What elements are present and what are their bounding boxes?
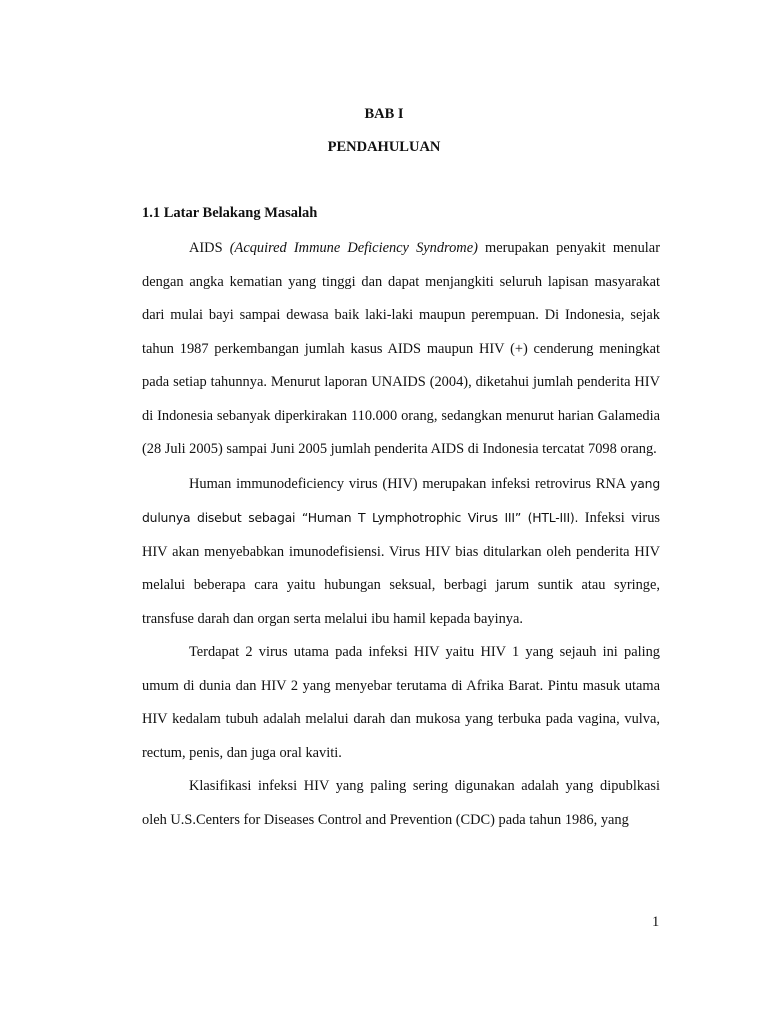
paragraph-2-text-a: Human immunodeficiency virus (HIV) merupakan infeksi retrovirus RNA	[189, 475, 631, 492]
chapter-title: PENDAHULUAN	[327, 139, 441, 155]
paragraph-2-sans-segment: yang dulunya disebut sebagai “Human T Lymphotrophic Virus III” (HTL-III).	[142, 475, 660, 525]
paragraph-1-text: merupakan penyakit menular dengan angka kematian yang tinggi dan dapat menjangkiti seluruh lapisan masyarakat dari mulai bayi sampai dewasa baik laki-laki maupun perempuan. Di Indonesia, sejak tahun 1987 perkembangan jumlah kasus AIDS maupun HIV (+) cenderung meningkat pada setiap tahunnya. Menurut laporan UNAIDS (2004), diketahui jumlah penderita HIV di Indonesia sebanyak diperkirakan 110.000 orang, sedangkan menurut harian Galamedia (28 Juli 2005) sampai Juni 2005 jumlah penderita AIDS di Indonesia tercatat 7098 orang.	[142, 240, 660, 457]
section-heading: 1.1 Latar Belakang Masalah	[142, 205, 318, 221]
paragraph-1-lead: AIDS	[189, 240, 230, 256]
page-number: 1	[652, 914, 660, 930]
paragraph-1-italic: (Acquired Immune Deficiency Syndrome)	[229, 240, 478, 256]
paragraph-3: Terdapat 2 virus utama pada infeksi HIV yaitu HIV 1 yang sejauh ini paling umum di dunia dan HIV 2 yang menyebar terutama di Afrika Barat. Pintu masuk utama HIV kedalam tubuh adalah melalui darah dan mukosa yang terbuka pada vagina, vulva, rectum, penis, dan juga oral kaviti.	[142, 644, 660, 761]
paragraph-4: Klasifikasi infeksi HIV yang paling sering digunakan adalah yang dipublkasi oleh U.S.Centers for Diseases Control and Prevention (CDC) pada tahun 1986, yang	[142, 778, 660, 828]
paragraph-2-text-b: Infeksi virus HIV akan menyebabkan imunodefisiensi. Virus HIV bias ditularkan oleh penderita HIV melalui beberapa cara yaitu hubungan seksual, berbagi jarum suntik atau syringe, transfuse darah dan organ serta melalui ibu hamil kepada bayinya.	[142, 510, 661, 627]
body-text	[142, 232, 660, 837]
paragraph-1	[142, 232, 660, 467]
chapter-label: BAB I	[364, 106, 404, 122]
paragraph-2	[142, 467, 660, 637]
